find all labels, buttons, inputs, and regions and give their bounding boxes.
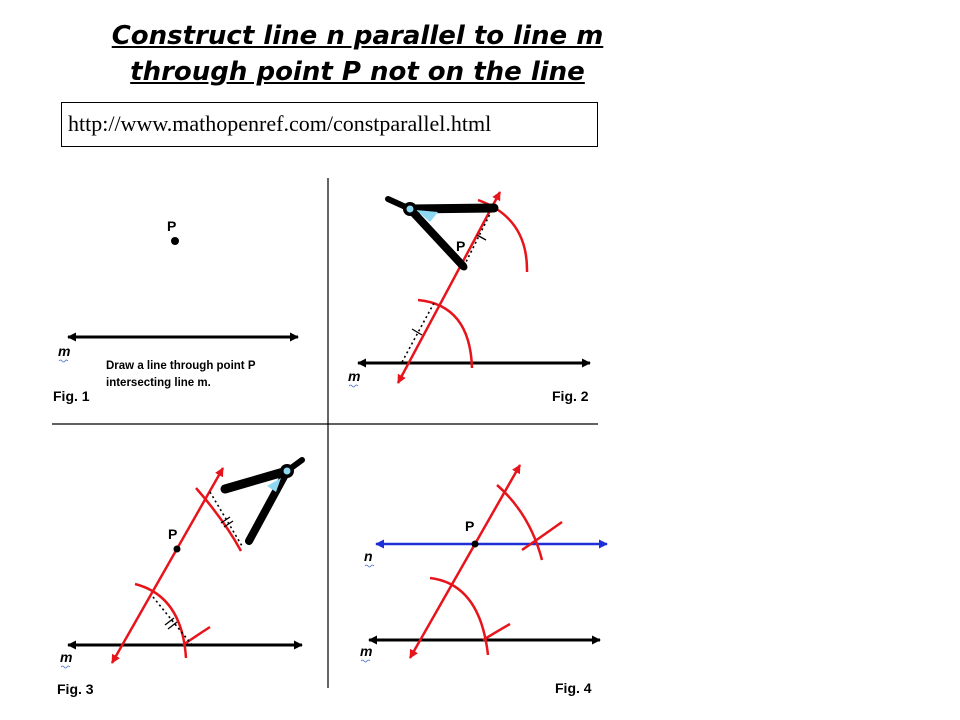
lower-arc bbox=[135, 584, 186, 658]
fig-2-caption: Fig. 2 bbox=[552, 388, 589, 404]
instruction-line-2: intersecting line m. bbox=[106, 377, 211, 389]
fig-3-caption: Fig. 3 bbox=[57, 681, 94, 697]
line-m-label: m bbox=[348, 368, 361, 384]
squiggle-underline bbox=[61, 666, 70, 668]
fig-1 bbox=[53, 218, 298, 404]
fig-3 bbox=[57, 460, 302, 697]
compass-leg bbox=[410, 208, 494, 209]
squiggle-underline bbox=[361, 660, 370, 662]
compass-hinge-center bbox=[407, 206, 414, 213]
squiggle-underline bbox=[59, 360, 68, 362]
instruction-line-1: Draw a line through point P bbox=[106, 360, 256, 372]
line-m-label: m bbox=[58, 343, 71, 359]
fig-4-caption: Fig. 4 bbox=[555, 680, 592, 696]
transversal-line bbox=[398, 192, 500, 383]
transversal-line bbox=[112, 468, 223, 663]
upper-arc bbox=[497, 485, 542, 560]
line-m-label: m bbox=[60, 649, 73, 665]
lower-arc bbox=[430, 578, 488, 655]
point-p-dot bbox=[171, 237, 179, 245]
point-p-dot bbox=[472, 541, 479, 548]
lower-arc-tick bbox=[483, 624, 510, 640]
compass bbox=[225, 460, 302, 541]
lower-arc-tick bbox=[183, 627, 210, 645]
point-p-dot bbox=[174, 546, 181, 553]
point-p-dot bbox=[461, 264, 468, 271]
squiggle-underline bbox=[349, 385, 358, 387]
point-p-label: P bbox=[167, 218, 177, 234]
squiggle-underline bbox=[365, 565, 374, 567]
point-p-label: P bbox=[168, 526, 178, 542]
fig-1-caption: Fig. 1 bbox=[53, 388, 90, 404]
title-line-2: through point P not on the line bbox=[130, 57, 585, 87]
radius-dotted bbox=[153, 597, 192, 645]
lower-arc bbox=[418, 300, 472, 368]
url-text: http://www.mathopenref.com/constparallel.html bbox=[68, 111, 492, 136]
fig-4 bbox=[360, 465, 607, 696]
upper-arc bbox=[196, 488, 241, 551]
compass-hinge-center bbox=[284, 468, 291, 475]
point-p-label: P bbox=[465, 518, 475, 534]
point-p-label: P bbox=[456, 238, 466, 254]
line-n-label: n bbox=[364, 548, 373, 564]
fig-2 bbox=[348, 192, 590, 404]
title-line-1: Construct line n parallel to line m bbox=[111, 21, 604, 51]
line-m-label: m bbox=[360, 643, 373, 659]
